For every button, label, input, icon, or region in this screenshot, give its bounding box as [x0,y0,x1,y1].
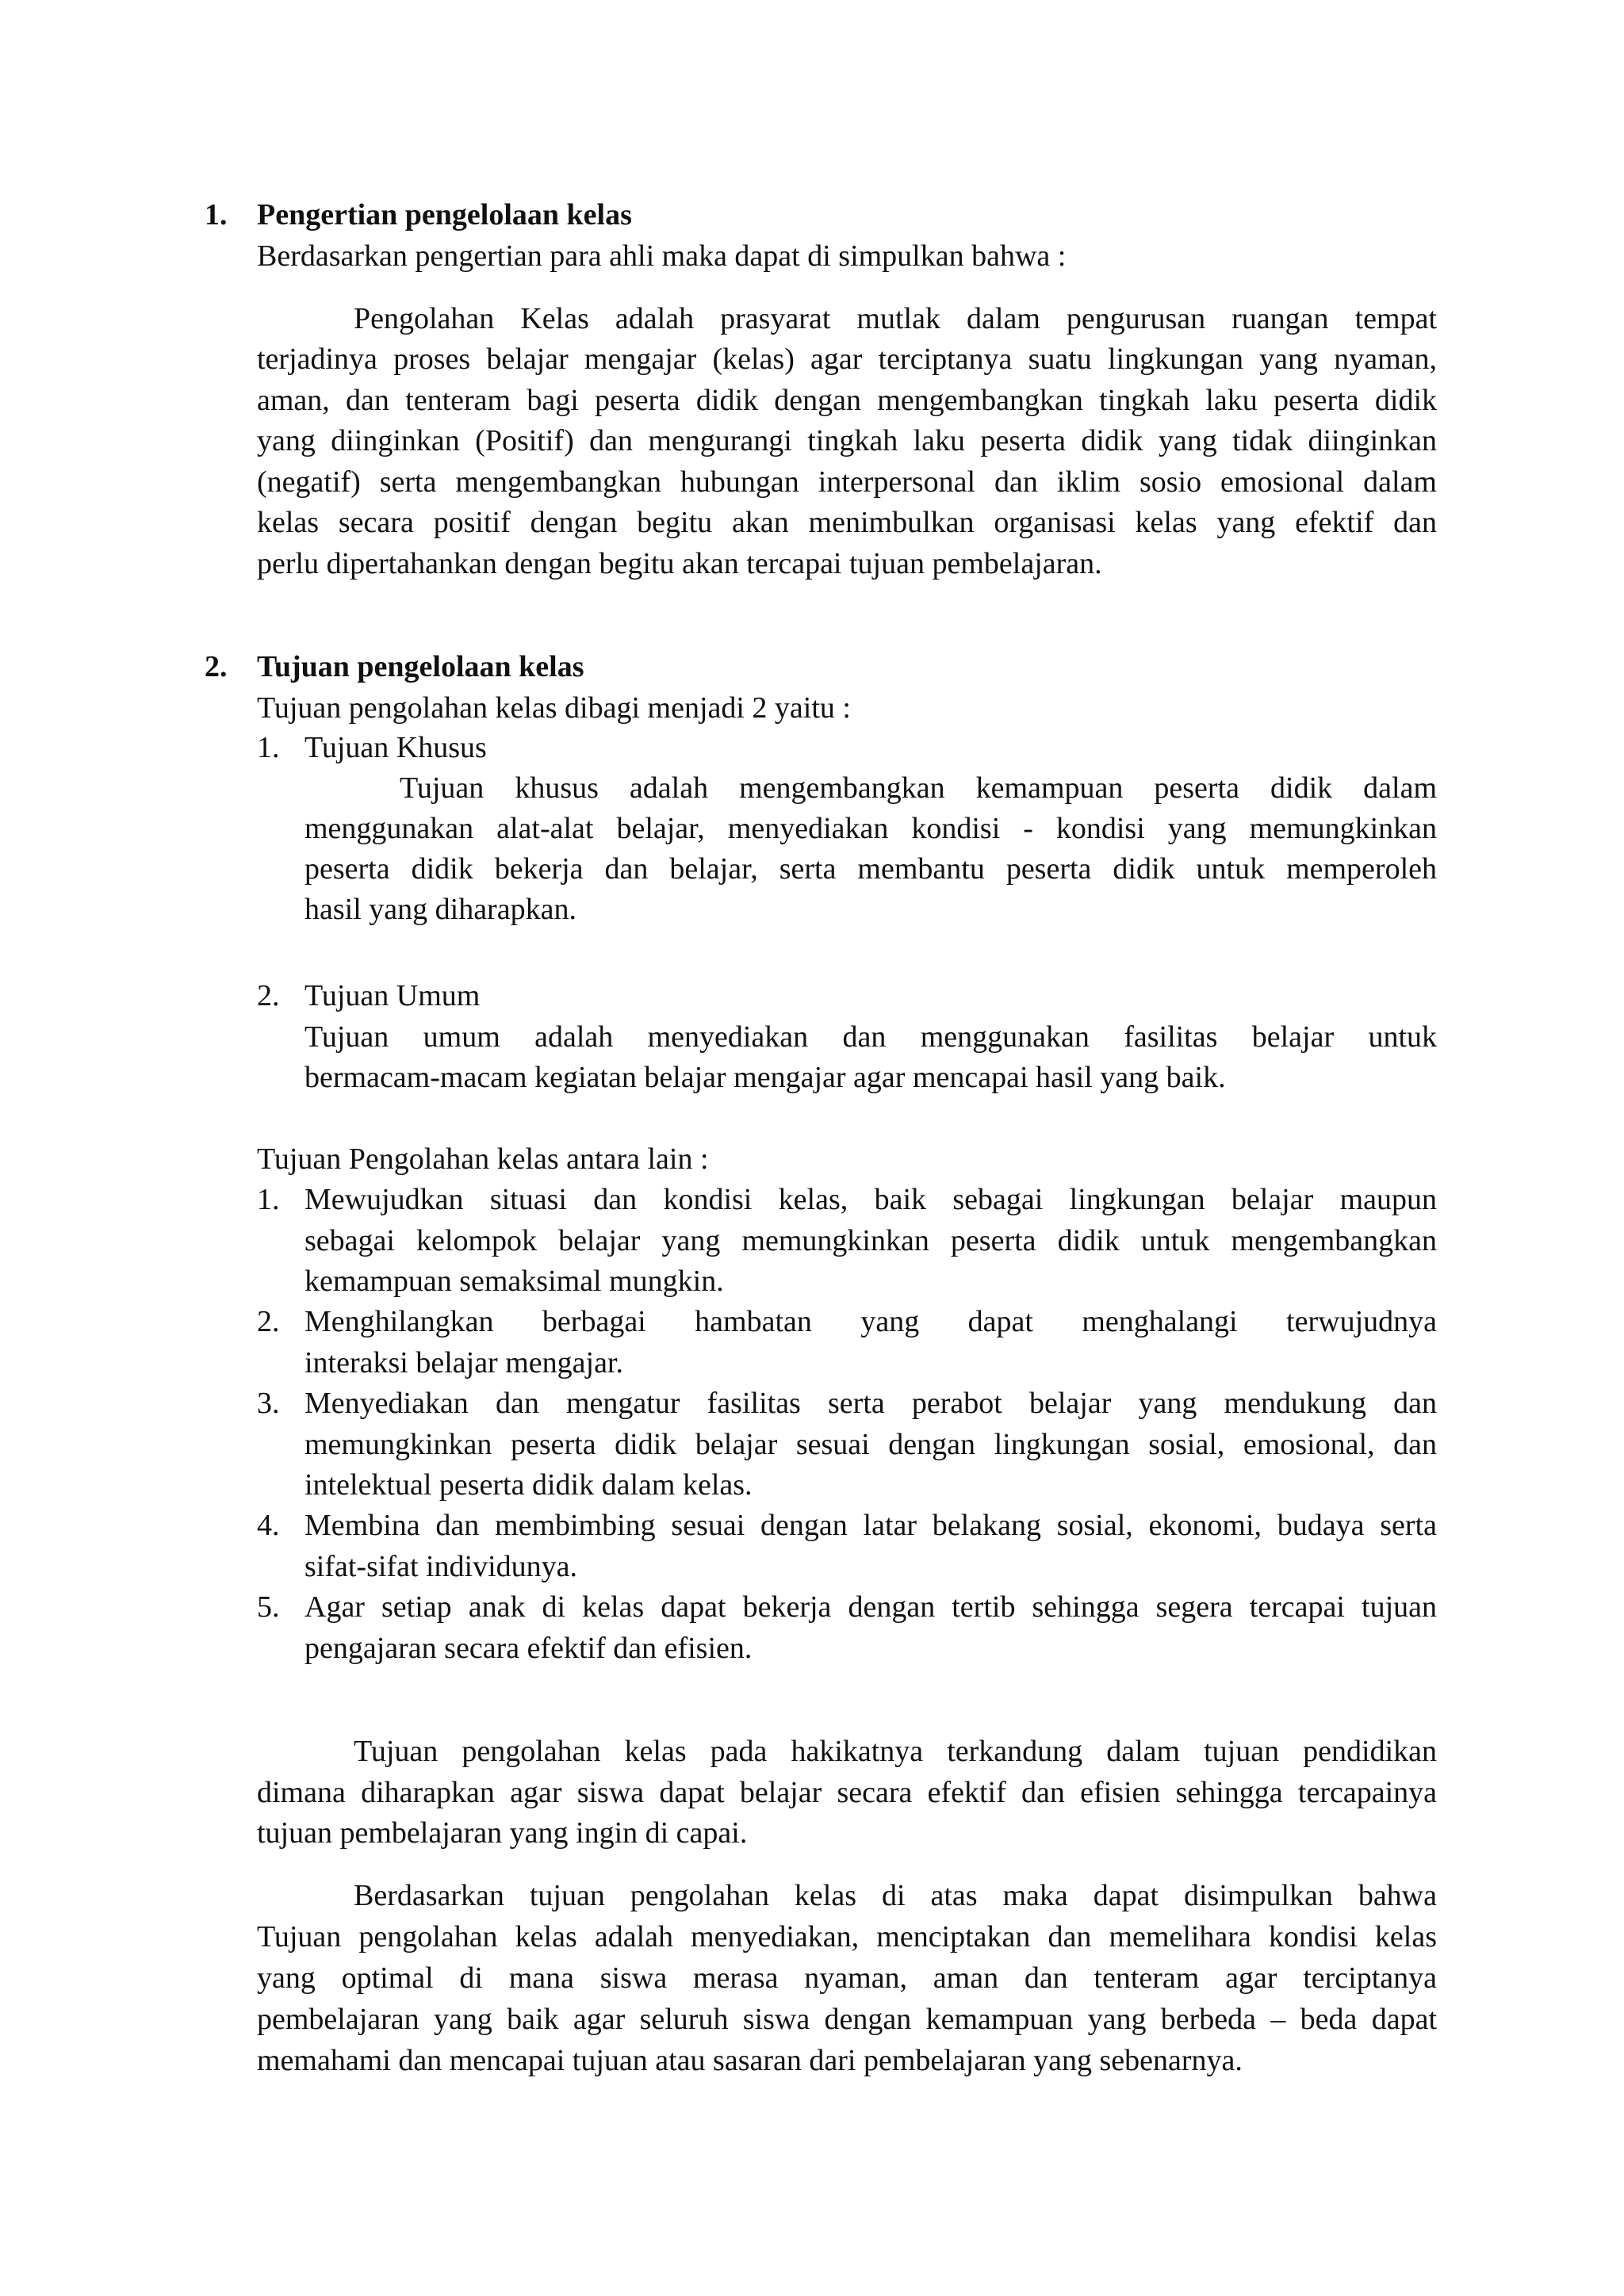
tujuan-khusus-line: hasil yang diharapkan. [304,893,576,926]
tujuan-umum-line: bermacam-macam kegiatan belajar mengajar agar mencapai hasil yang baik. [304,1061,1226,1094]
section-1-paragraph-line: Pengolahan Kelas adalah prasyarat mutlak dalam pengurusan ruangan tempat [354,302,1437,335]
tujuan-khusus-line: Tujuan khusus adalah mengembangkan kemampuan peserta didik dalam [400,771,1437,805]
section-1-paragraph-line: yang diinginkan (Positif) dan mengurangi tingkah laku peserta didik yang tidak diinginkan [257,424,1437,457]
list-item-line: Membina dan membimbing sesuai dengan latar belakang sosial, ekonomi, budaya serta [304,1509,1437,1542]
list-item-line: sifat-sifat individunya. [304,1550,578,1583]
section-1-paragraph-line: kelas secara positif dengan begitu akan menimbulkan organisasi kelas yang efektif dan [257,506,1437,539]
closing-paragraph-1-line: tujuan pembelajaran yang ingin di capai. [257,1816,748,1850]
section-1-paragraph-line: terjadinya proses belajar mengajar (kelas) agar terciptanya suatu lingkungan yang nyaman, [257,342,1437,376]
list-item-line: pengajaran secara efektif dan efisien. [304,1632,753,1665]
list-item-line: memungkinkan peserta didik belajar sesuai dengan lingkungan sosial, emosional, dan [304,1428,1437,1461]
closing-paragraph-2-line: Berdasarkan tujuan pengolahan kelas di atas maka dapat disimpulkan bahwa [354,1879,1437,1912]
section-2-intro: Tujuan pengolahan kelas dibagi menjadi 2 yaitu : [257,691,851,725]
closing-paragraph-2-line: yang optimal di mana siswa merasa nyaman, aman dan tenteram agar terciptanya [257,1961,1437,1995]
tujuan-khusus-line: menggunakan alat-alat belajar, menyediakan kondisi - kondisi yang memungkinkan [304,812,1437,845]
closing-paragraph-1-line: Tujuan pengolahan kelas pada hakikatnya terkandung dalam tujuan pendidikan [354,1735,1437,1768]
closing-paragraph-2-line: memahami dan mencapai tujuan atau sasaran dari pembelajaran yang sebenarnya. [257,2044,1243,2077]
section-2-title: Tujuan pengelolaan kelas [257,650,584,683]
section-2-number: 2. [205,650,228,683]
list-item-number: 4. [257,1509,280,1542]
tujuan-umum-line: Tujuan umum adalah menyediakan dan menggunakan fasilitas belajar untuk [304,1020,1437,1054]
section-1-intro: Berdasarkan pengertian para ahli maka dapat di simpulkan bahwa : [257,239,1067,273]
list-item-number: 3. [257,1387,280,1420]
section-1-number: 1. [205,198,228,232]
list-item-number: 5. [257,1590,280,1624]
section-1-paragraph-line: perlu dipertahankan dengan begitu akan tercapai tujuan pembelajaran. [257,547,1102,580]
closing-paragraph-1-line: dimana diharapkan agar siswa dapat belajar secara efektif dan efisien sehingga tercapainya [257,1776,1437,1809]
list-intro: Tujuan Pengolahan kelas antara lain : [257,1142,709,1176]
list-item-line: Menyediakan dan mengatur fasilitas serta perabot belajar yang mendukung dan [304,1387,1437,1420]
closing-paragraph-2-line: pembelajaran yang baik agar seluruh siswa dengan kemampuan yang berbeda – beda dapat [257,2003,1437,2036]
tujuan-umum-number: 2. [257,979,280,1012]
tujuan-khusus-title: Tujuan Khusus [304,731,487,764]
tujuan-khusus-line: peserta didik bekerja dan belajar, serta membantu peserta didik untuk memperoleh [304,852,1437,886]
list-item-line: sebagai kelompok belajar yang memungkinkan peserta didik untuk mengembangkan [304,1224,1437,1257]
section-1-paragraph-line: aman, dan tenteram bagi peserta didik dengan mengembangkan tingkah laku peserta didik [257,384,1437,417]
closing-paragraph-2-line: Tujuan pengolahan kelas adalah menyediakan, menciptakan dan memelihara kondisi kelas [257,1920,1437,1954]
list-item-number: 2. [257,1305,280,1338]
section-1-title: Pengertian pengelolaan kelas [257,198,632,232]
list-item-line: Menghilangkan berbagai hambatan yang dapat menghalangi terwujudnya [304,1305,1437,1338]
list-item-line: kemampuan semaksimal mungkin. [304,1265,724,1298]
tujuan-khusus-number: 1. [257,731,280,764]
tujuan-umum-title: Tujuan Umum [304,979,481,1012]
section-1-paragraph-line: (negatif) serta mengembangkan hubungan interpersonal dan iklim sosio emosional dalam [257,465,1437,499]
list-item-line: interaksi belajar mengajar. [304,1346,623,1380]
list-item-line: intelektual peserta didik dalam kelas. [304,1468,753,1502]
list-item-line: Agar setiap anak di kelas dapat bekerja dengan tertib sehingga segera tercapai tujuan [304,1590,1437,1624]
list-item-number: 1. [257,1183,280,1216]
list-item-line: Mewujudkan situasi dan kondisi kelas, baik sebagai lingkungan belajar maupun [304,1183,1437,1216]
